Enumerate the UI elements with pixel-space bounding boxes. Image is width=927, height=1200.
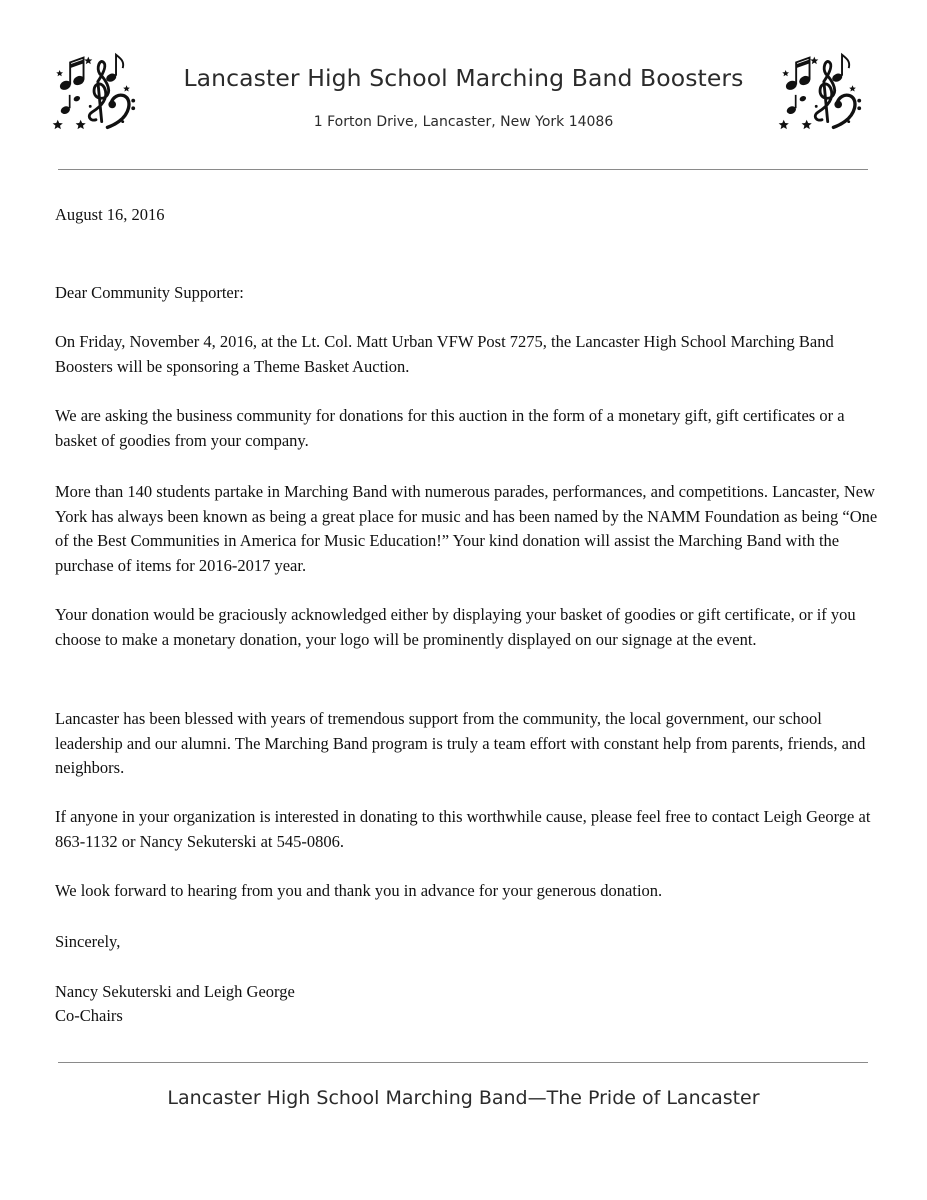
organization-address: 1 Forton Drive, Lancaster, New York 14086 [313,114,614,130]
letter-signers: Nancy Sekuterski and Leigh George [55,982,295,1001]
music-notes-icon [778,52,864,132]
organization-name: Lancaster High School Marching Band Boosters [183,64,744,92]
paragraph-event: On Friday, November 4, 2016, at the Lt. Col. Matt Urban VFW Post 7275, the Lancaster High School Marching Band Boosters will be sponsoring a Theme Basket Auction. [55,332,834,376]
letter-date: August 16, 2016 [55,205,165,224]
paragraph-acknowledgement: Your donation would be graciously acknowledged either by displaying your basket of goodies or gift certificate, or if you choose to make a monetary donation, your logo will be prominently displayed on our signage at the event. [55,605,856,649]
paragraph-thanks: We look forward to hearing from you and thank you in advance for your generous donation. [55,881,663,900]
letter-closing: Sincerely, [55,932,121,951]
music-notes-icon [52,52,138,132]
letter-salutation: Dear Community Supporter: [55,283,244,302]
footer-divider [58,1062,868,1063]
paragraph-request: We are asking the business community for donations for this auction in the form of a monetary gift, gift certificates or a basket of goodies from your company. [55,406,845,450]
footer-tagline: Lancaster High School Marching Band—The Pride of Lancaster [167,1087,760,1109]
letter-signer-title: Co-Chairs [55,1006,123,1025]
header-divider [58,169,868,170]
letterhead [0,0,927,170]
paragraph-support: Lancaster has been blessed with years of tremendous support from the community, the local government, our school leadership and our alumni. The Marching Band program is truly a team effort with constant help from parents, friends, and neighbors. [55,709,866,777]
paragraph-contact: If anyone in your organization is interested in donating to this worthwhile cause, please feel free to contact Leigh George at 863-1132 or Nancy Sekuterski at 545-0806. [55,807,871,851]
paragraph-students: More than 140 students partake in Marching Band with numerous parades, performances, and competitions. Lancaster, New York has always been known as being a great place for music and has been named by the NAMM Foundation as being “One of the Best Communities in America for Music Education!” Your kind donation will assist the Marching Band with the purchase of items for 2016-2017 year. [55,482,878,575]
